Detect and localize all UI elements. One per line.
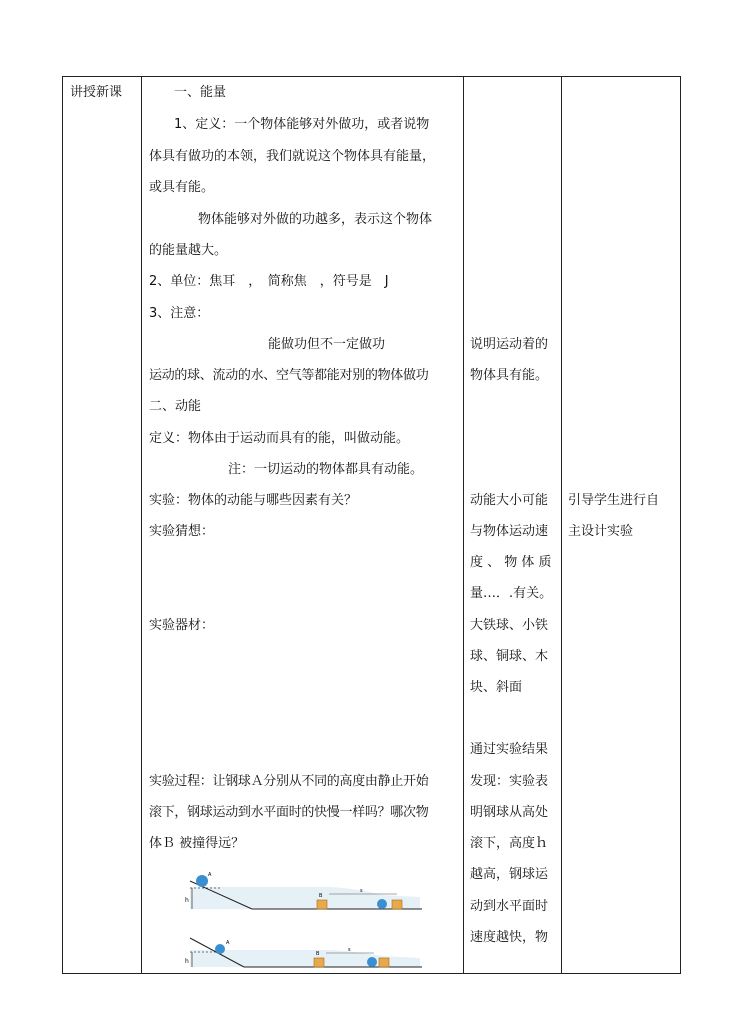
ball-a <box>196 875 208 887</box>
explain-line-14: 越高，钢球运 <box>470 867 549 882</box>
ball-rest <box>377 899 387 909</box>
design-intent-column <box>562 77 681 974</box>
kinetic-note: 注：一切运动的物体都具有动能。 <box>228 462 424 477</box>
explain-line-15: 动到水平面时 <box>470 899 549 914</box>
equipment-label: 实验器材： <box>149 618 215 633</box>
explain-line-1: 说明运动着的 <box>470 337 549 352</box>
explain-line-7: 大铁球、小铁 <box>470 618 549 633</box>
block-b-moved <box>392 900 402 909</box>
unit-line: 2、单位：焦耳 ， 简称焦 ，符号是 J <box>149 274 389 289</box>
explain-line-4: 与物体运动速 <box>470 524 549 539</box>
stage-column <box>63 77 142 974</box>
procedure-line-1: 实验过程：让钢球Ａ分别从不同的高度由静止开始 <box>149 774 429 789</box>
explain-line-16: 速度越快，物 <box>470 930 549 945</box>
experiment-question: 实验：物体的动能与哪些因素有关？ <box>149 493 358 508</box>
note-line-2: 运动的球、流动的水、空气等都能对别的物体做功 <box>149 368 429 383</box>
height-label-2: h <box>185 958 189 965</box>
definition-line-2: 体具有做功的本领，我们就说这个物体具有能量， <box>149 149 436 164</box>
explain-line-12: 明钢球从高处 <box>470 805 549 820</box>
explain-line-2: 物体具有能。 <box>470 368 549 383</box>
explanation-column <box>464 77 562 974</box>
heading-energy: 一、能量 <box>174 85 227 100</box>
block-b-moved-2 <box>379 958 389 967</box>
intent-line-2: 主设计实验 <box>568 524 634 539</box>
kinetic-definition: 定义：物体由于运动而具有的能，叫做动能。 <box>149 431 410 446</box>
distance-label: s <box>360 888 363 894</box>
block-b-2 <box>314 958 324 967</box>
ball-rest-2 <box>367 957 377 967</box>
procedure-line-2: 滚下，钢球运动到水平面时的快慢一样吗？哪次物 <box>149 805 429 820</box>
ball-a-2 <box>215 944 225 954</box>
stage-label: 讲授新课 <box>70 85 123 100</box>
note-heading: 3、注意： <box>149 306 210 321</box>
block-b-label: B <box>319 893 323 899</box>
explain-line-11: 发现：实验表 <box>470 774 549 789</box>
explain-line-8: 球、铜球、木 <box>470 649 549 664</box>
explain-line-10: 通过实验结果 <box>470 742 549 757</box>
block-b-label-2: B <box>316 951 320 957</box>
definition-line-1: 1、定义：一个物体能够对外做功，或者说物 <box>174 117 430 132</box>
block-b <box>317 900 327 909</box>
experiment-diagram-low <box>182 932 432 974</box>
explain-line-9: 块、斜面 <box>470 680 523 695</box>
experiment-diagram-high <box>182 867 432 927</box>
explain-line-13: 滚下，高度ｈ <box>470 836 549 851</box>
ball-a-label-2: A <box>226 940 230 946</box>
energy-more-line-1: 物体能够对外做的功越多，表示这个物体 <box>198 212 433 227</box>
intent-line-1: 引导学生进行自 <box>568 493 660 508</box>
height-label: h <box>185 897 189 904</box>
lesson-table <box>62 76 681 974</box>
note-line-1: 能做功但不一定做功 <box>268 337 386 352</box>
explain-line-3: 动能大小可能 <box>470 493 549 508</box>
definition-line-3: 或具有能。 <box>149 180 215 195</box>
procedure-line-3: 体Ｂ 被撞得远？ <box>149 836 245 851</box>
distance-label-2: s <box>348 947 351 953</box>
explain-line-6: 量…．.有关。 <box>470 586 553 601</box>
hypothesis-label: 实验猜想： <box>149 524 215 539</box>
ball-a-label: A <box>208 872 212 878</box>
content-column <box>142 77 464 974</box>
heading-kinetic: 二、动能 <box>149 399 202 414</box>
energy-more-line-2: 的能量越大。 <box>149 243 228 258</box>
explain-line-5: 度 、 物 体 质 <box>470 555 552 570</box>
